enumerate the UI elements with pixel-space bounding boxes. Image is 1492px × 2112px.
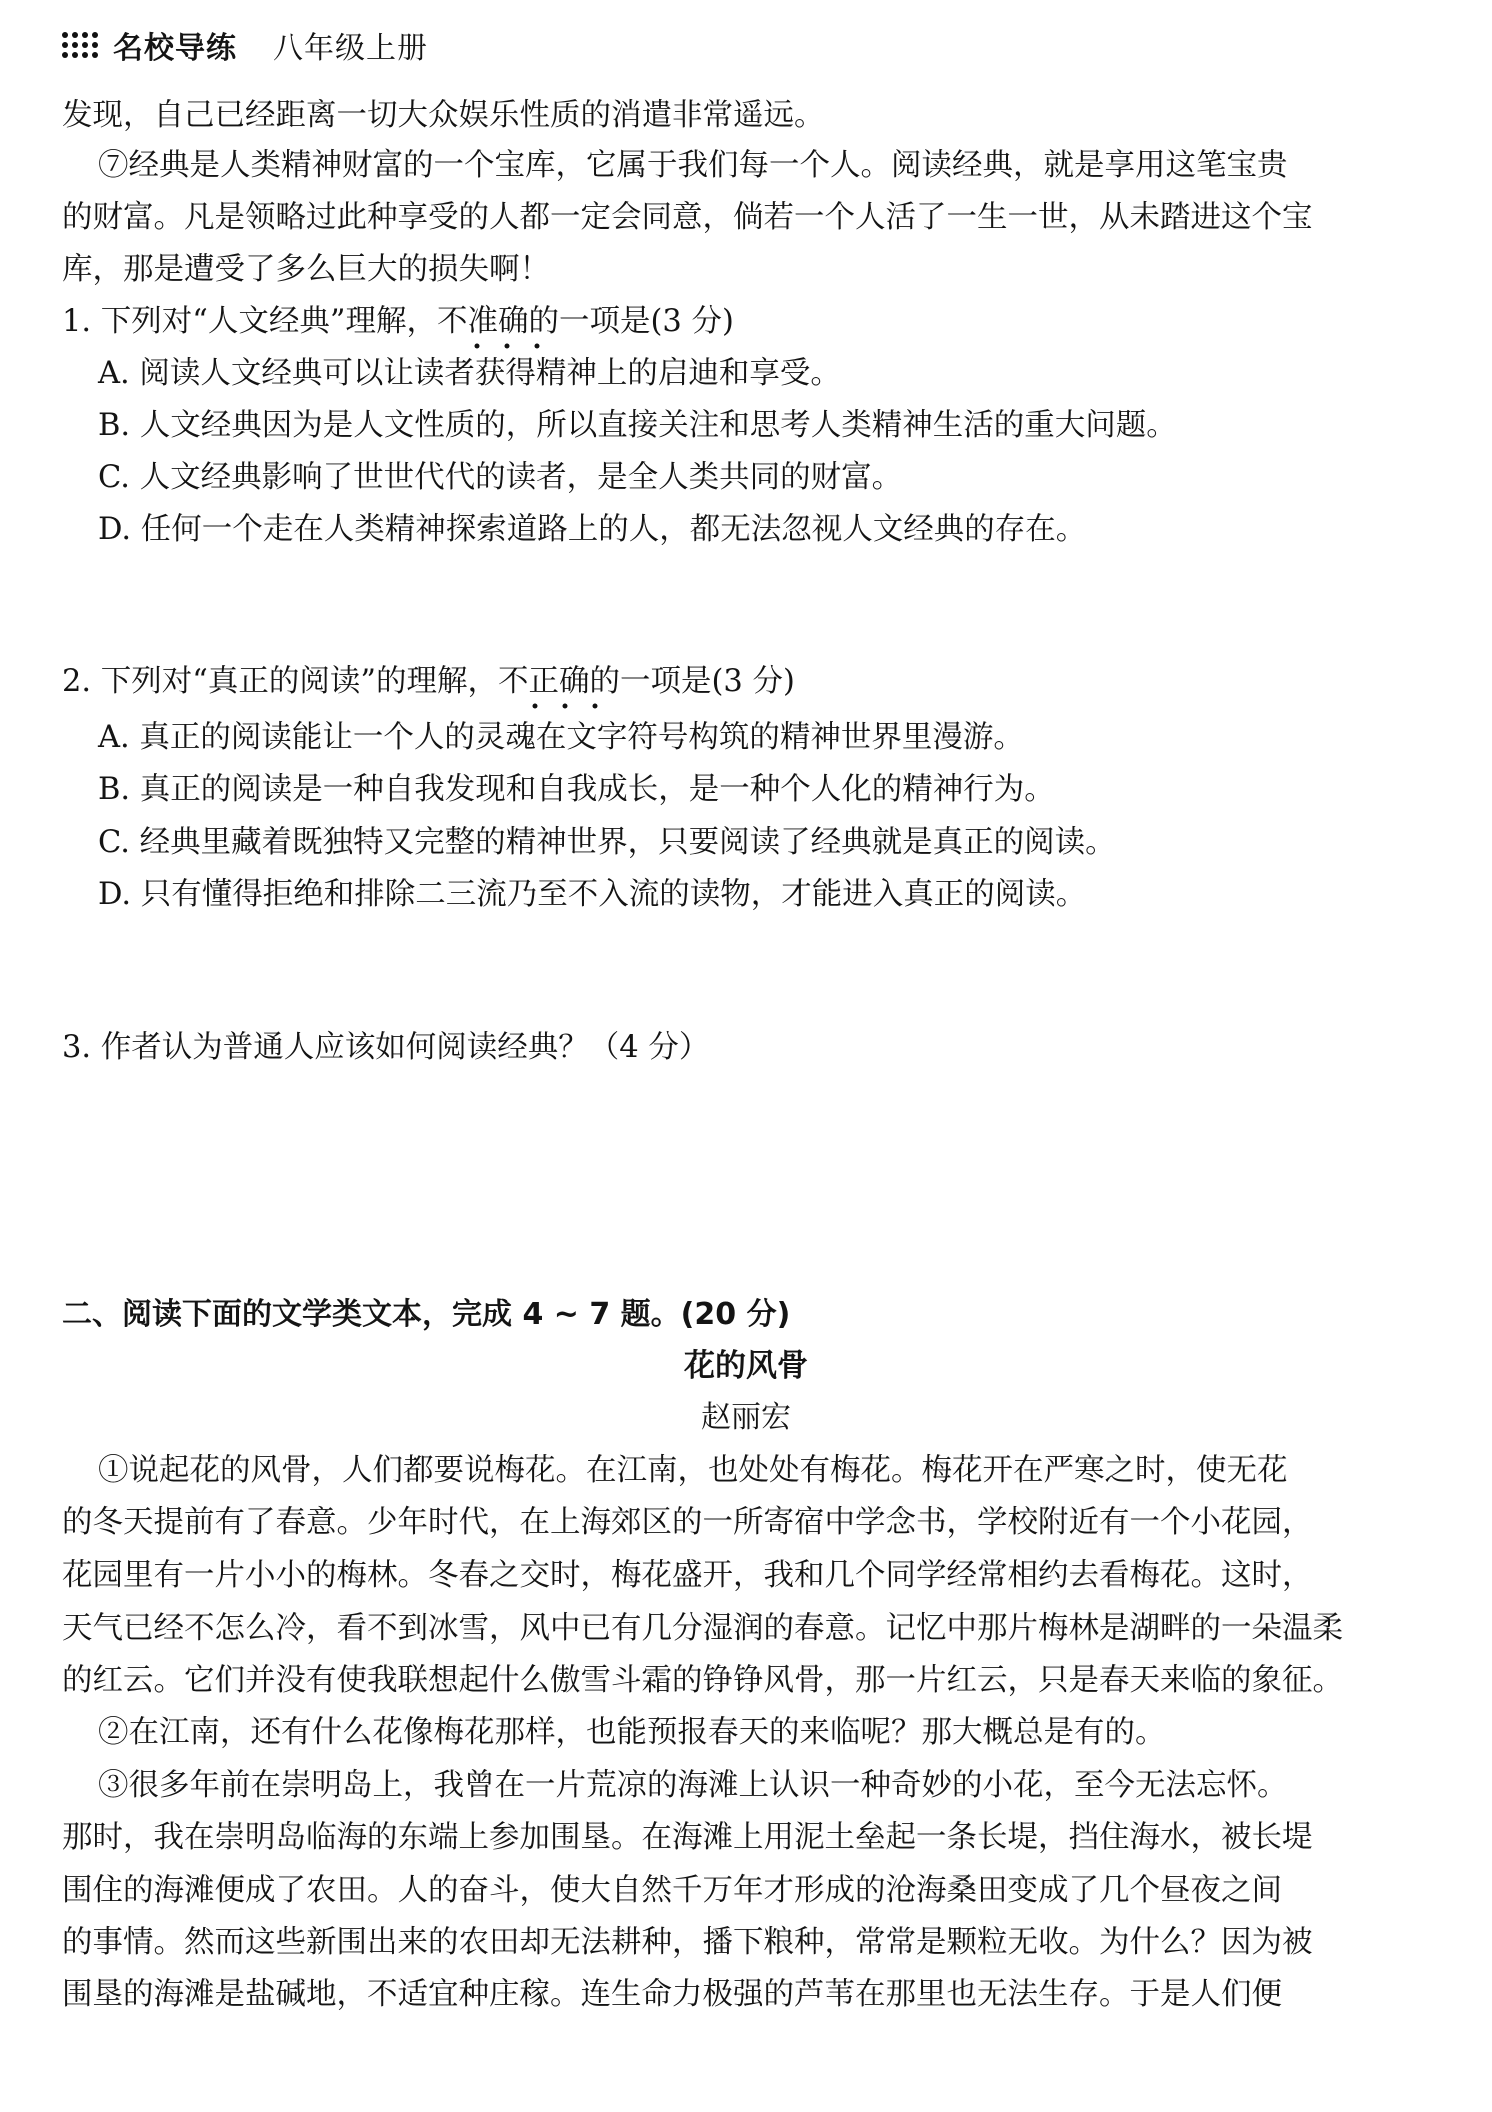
passage-line: 发现，自己已经距离一切大众娱乐性质的消遣非常遥远。 xyxy=(62,98,825,133)
article-author: 赵丽宏 xyxy=(701,1400,791,1435)
article-title: 花的风骨 xyxy=(684,1348,808,1384)
article-line: 的冬天提前有了春意。少年时代，在上海郊区的一所寄宿中学念书，学校附近有一个小花园， xyxy=(62,1505,1313,1540)
question-3-stem: 3. 作者认为普通人应该如何阅读经典？（4 分） xyxy=(62,1030,710,1065)
article-line: 围垦的海滩是盐碱地，不适宜种庄稼。连生命力极强的芦苇在那里也无法生存。于是人们便 xyxy=(62,1977,1282,2012)
question-2-option-b: B. 真正的阅读是一种自我发现和自我成长，是一种个人化的精神行为。 xyxy=(98,772,1055,807)
series-name: 名校导练 xyxy=(113,31,237,66)
article-line: 的事情。然而这些新围出来的农田却无法耕种，播下粮种，常常是颗粒无收。为什么？因为被 xyxy=(62,1925,1313,1960)
question-2-option-c: C. 经典里藏着既独特又完整的精神世界，只要阅读了经典就是真正的阅读。 xyxy=(98,825,1116,860)
article-line: 那时，我在崇明岛临海的东端上参加围垦。在海滩上用泥土垒起一条长堤，挡住海水，被长堤 xyxy=(62,1820,1313,1855)
question-1-option-a: A. 阅读人文经典可以让读者获得精神上的启迪和享受。 xyxy=(98,356,841,391)
article-line: ③很多年前在崇明岛上，我曾在一片荒凉的海滩上认识一种奇妙的小花，至今无法忘怀。 xyxy=(98,1768,1288,1803)
article-line: ①说起花的风骨，人们都要说梅花。在江南，也处处有梅花。梅花开在严寒之时，使无花 xyxy=(98,1453,1288,1488)
question-1-stem: 1. 下列对“人文经典”理解，不准确的一项是(3 分) xyxy=(62,304,734,339)
article-line: 围住的海滩便成了农田。人的奋斗，使大自然千万年才形成的沧海桑田变成了几个昼夜之间 xyxy=(62,1873,1282,1908)
article-line: ②在江南，还有什么花像梅花那样，也能预报春天的来临呢？那大概总是有的。 xyxy=(98,1715,1166,1750)
question-1-option-b: B. 人文经典因为是人文性质的，所以直接关注和思考人类精神生活的重大问题。 xyxy=(98,408,1177,443)
passage-line: 库，那是遭受了多么巨大的损失啊！ xyxy=(62,252,550,287)
question-2-option-a: A. 真正的阅读能让一个人的灵魂在文字符号构筑的精神世界里漫游。 xyxy=(98,720,1024,755)
passage-line: ⑦经典是人类精神财富的一个宝库，它属于我们每一个人。阅读经典，就是享用这笔宝贵 xyxy=(98,148,1288,183)
section-heading: 二、阅读下面的文学类文本，完成 4 ~ 7 题。(20 分) xyxy=(62,1297,791,1332)
article-line: 天气已经不怎么冷，看不到冰雪，风中已有几分湿润的春意。记忆中那片梅林是湖畔的一朵温柔 xyxy=(62,1611,1343,1646)
grade-label: 八年级上册 xyxy=(273,31,428,66)
article-line: 花园里有一片小小的梅林。冬春之交时，梅花盛开，我和几个同学经常相约去看梅花。这时， xyxy=(62,1558,1313,1593)
question-2-stem: 2. 下列对“真正的阅读”的理解，不正确的一项是(3 分) xyxy=(62,664,795,699)
question-1-option-d: D. 任何一个走在人类精神探索道路上的人，都无法忽视人文经典的存在。 xyxy=(98,512,1087,547)
question-2-option-d: D. 只有懂得拒绝和排除二三流乃至不入流的读物，才能进入真正的阅读。 xyxy=(98,877,1087,912)
article-line: 的红云。它们并没有使我联想起什么傲雪斗霜的铮铮风骨，那一片红云，只是春天来临的象征。 xyxy=(62,1663,1343,1698)
passage-line: 的财富。凡是领略过此种享受的人都一定会同意，倘若一个人活了一生一世，从未踏进这个宝 xyxy=(62,200,1313,235)
question-1-option-c: C. 人文经典影响了世世代代的读者，是全人类共同的财富。 xyxy=(98,460,903,495)
